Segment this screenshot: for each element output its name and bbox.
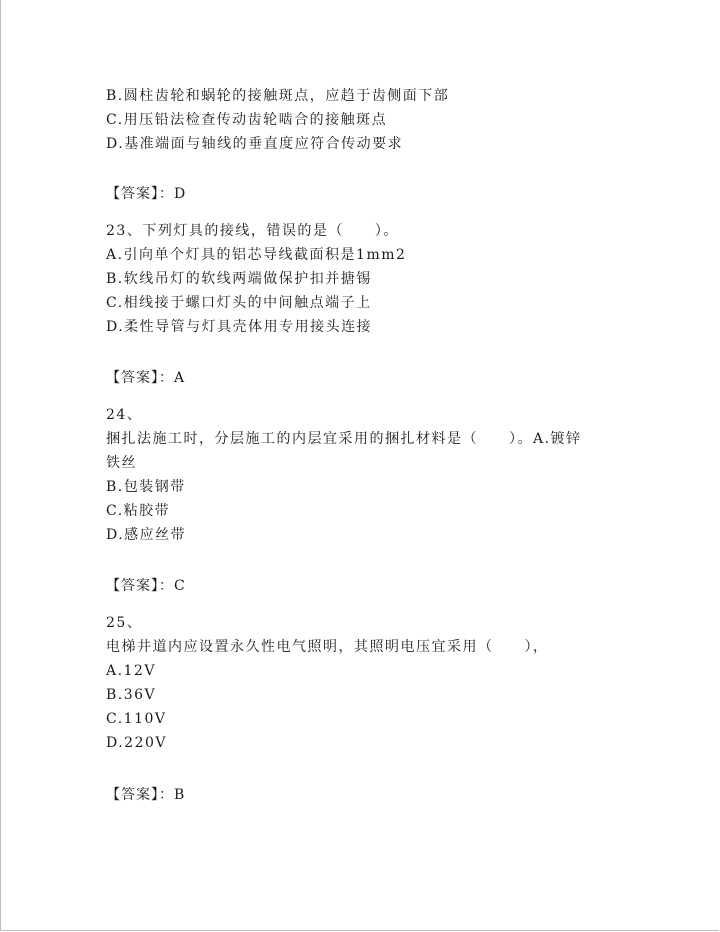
option-c: C.用压铅法检查传动齿轮啮合的接触斑点 xyxy=(106,112,388,128)
option-c: C.相线接于螺口灯头的中间触点端子上 xyxy=(106,295,372,311)
option-b: B.36V xyxy=(106,687,157,703)
option-d: D.感应丝带 xyxy=(106,527,187,543)
option-d: D.基准端面与轴线的垂直度应符合传动要求 xyxy=(106,136,404,152)
answer-label: 【答案】：B xyxy=(106,787,186,803)
question-stem-continued: 铁丝 xyxy=(106,455,137,471)
answer-label: 【答案】：A xyxy=(106,370,186,386)
question-stem: 电梯井道内应设置永久性电气照明，其照明电压宜采用（ ）， xyxy=(106,639,549,655)
answer-label: 【答案】：D xyxy=(106,186,187,202)
option-c: C.110V xyxy=(106,711,167,727)
question-stem: 捆扎法施工时，分层施工的内层宜采用的捆扎材料是（ ）。A.镀锌 xyxy=(106,431,582,447)
answer-label: 【答案】：C xyxy=(106,578,186,594)
option-b: B.包装钢带 xyxy=(106,479,186,495)
option-a: A.12V xyxy=(106,663,156,679)
option-d: D.220V xyxy=(106,735,168,751)
option-b: B.圆柱齿轮和蜗轮的接触斑点，应趋于齿侧面下部 xyxy=(106,88,450,104)
option-c: C.粘胶带 xyxy=(106,503,171,519)
question-stem: 23、下列灯具的接线，错误的是（ ）。 xyxy=(106,223,399,239)
option-a: A.引向单个灯具的铝芯导线截面积是1mm2 xyxy=(106,247,407,263)
question-number: 24、 xyxy=(106,407,143,423)
option-b: B.软线吊灯的软线两端做保护扣并搪锡 xyxy=(106,271,372,287)
question-number: 25、 xyxy=(106,615,143,631)
option-d: D.柔性导管与灯具壳体用专用接头连接 xyxy=(106,319,373,335)
